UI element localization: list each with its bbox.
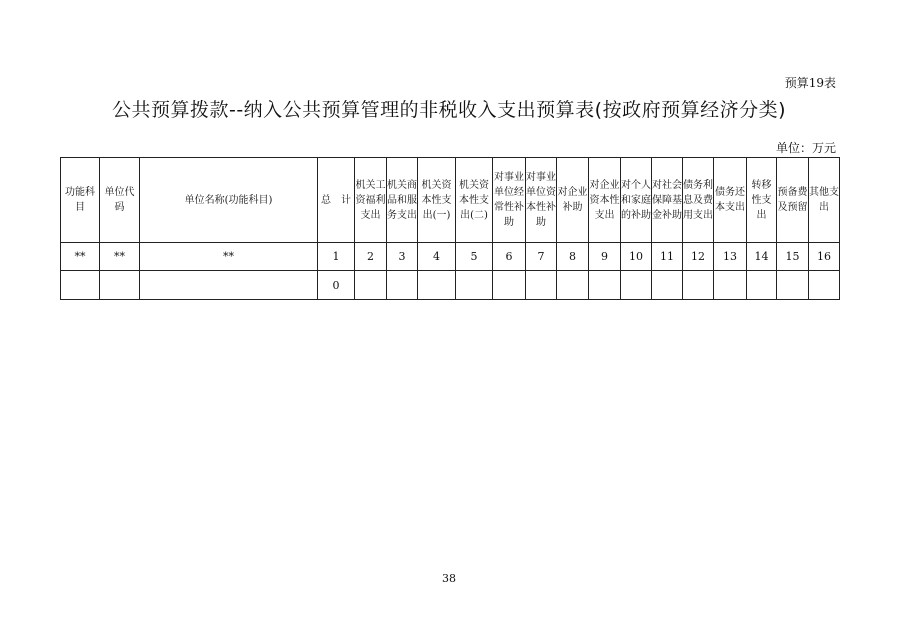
index-cell: 3 — [387, 243, 418, 271]
data-cell — [621, 271, 652, 300]
index-cell: 16 — [809, 243, 840, 271]
data-cell — [456, 271, 493, 300]
header-col-9: 对企业资本性支出 — [589, 158, 621, 243]
header-col-3: 机关商品和服务支出 — [387, 158, 418, 243]
data-cell — [140, 271, 318, 300]
data-cell — [100, 271, 140, 300]
unit-label: 单位：万元 — [775, 141, 836, 155]
data-cell — [652, 271, 683, 300]
index-row — [61, 243, 840, 271]
index-cell: 14 — [747, 243, 777, 271]
header-col-7: 对事业单位资本性补助 — [526, 158, 557, 243]
index-cell: 2 — [355, 243, 387, 271]
data-cell — [355, 271, 387, 300]
header-col-2: 机关工资福利支出 — [355, 158, 387, 243]
header-col-13: 债务还本支出 — [714, 158, 747, 243]
header-col-6: 对事业单位经常性补助 — [493, 158, 526, 243]
header-col-10: 对个人和家庭的补助 — [621, 158, 652, 243]
index-cell: 11 — [652, 243, 683, 271]
page-number: 38 — [442, 572, 456, 585]
data-cell — [683, 271, 714, 300]
header-col-16: 其他支出 — [809, 158, 840, 243]
data-cell — [714, 271, 747, 300]
data-cell — [387, 271, 418, 300]
data-cell — [589, 271, 621, 300]
data-cell — [493, 271, 526, 300]
table-row — [61, 271, 840, 300]
header-func-code: 功能科目 — [61, 158, 100, 243]
header-col-14: 转移性支出 — [747, 158, 777, 243]
index-cell: 5 — [456, 243, 493, 271]
data-cell — [747, 271, 777, 300]
data-cell — [809, 271, 840, 300]
header-total: 总 计 — [318, 158, 355, 243]
index-cell: 4 — [418, 243, 456, 271]
header-unit-name: 单位名称(功能科目) — [140, 158, 318, 243]
budget-table — [60, 157, 840, 300]
header-col-8: 对企业补助 — [557, 158, 589, 243]
data-cell — [777, 271, 809, 300]
header-col-11: 对社会保障基金补助 — [652, 158, 683, 243]
header-unit-code: 单位代码 — [100, 158, 140, 243]
index-cell: ** — [61, 243, 100, 271]
index-cell: 10 — [621, 243, 652, 271]
total-value: 0 — [318, 271, 355, 300]
page-title: 公共预算拨款--纳入公共预算管理的非税收入支出预算表(按政府预算经济分类) — [111, 99, 787, 121]
index-cell: 7 — [526, 243, 557, 271]
header-col-12: 债务利息及费用支出 — [683, 158, 714, 243]
data-cell — [61, 271, 100, 300]
header-col-15: 预备费及预留 — [777, 158, 809, 243]
header-row — [61, 158, 840, 243]
data-cell — [526, 271, 557, 300]
data-cell — [557, 271, 589, 300]
header-col-4: 机关资本性支出(一) — [418, 158, 456, 243]
header-col-5: 机关资本性支出(二) — [456, 158, 493, 243]
index-cell: 8 — [557, 243, 589, 271]
index-cell: ** — [140, 243, 318, 271]
index-cell: ** — [100, 243, 140, 271]
index-cell: 12 — [683, 243, 714, 271]
table-number: 预算19表 — [784, 76, 836, 90]
index-cell: 15 — [777, 243, 809, 271]
index-cell: 9 — [589, 243, 621, 271]
index-cell: 6 — [493, 243, 526, 271]
data-cell — [418, 271, 456, 300]
index-cell: 13 — [714, 243, 747, 271]
index-cell: 1 — [318, 243, 355, 271]
